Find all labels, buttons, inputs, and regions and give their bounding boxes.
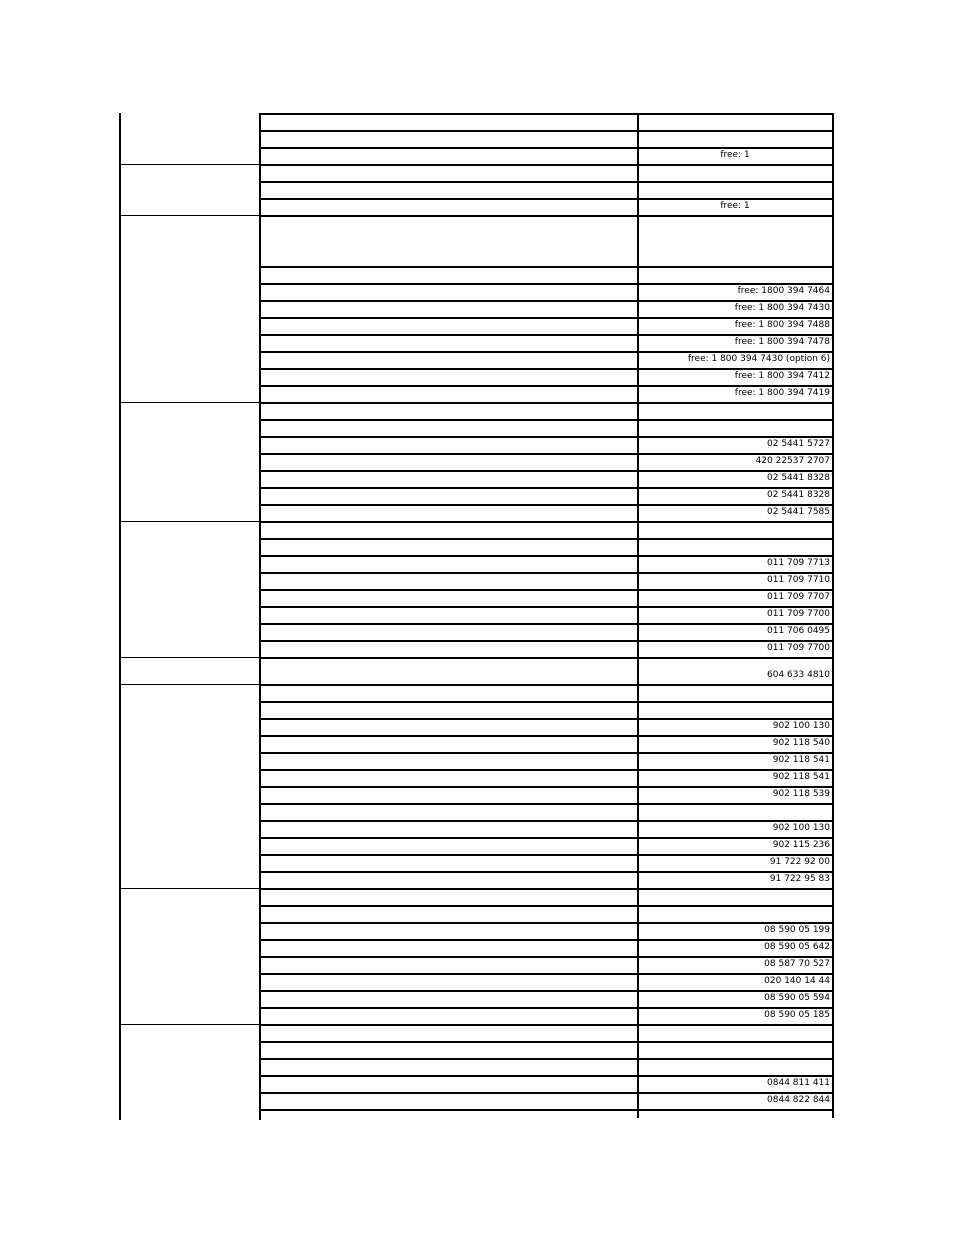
phone-number-cell: 02 5441 7585 [767, 507, 830, 517]
phone-number-cell: 0844 822 844 [767, 1095, 830, 1105]
phone-number-cell: 902 100 130 [772, 823, 830, 833]
phone-number-cell: 902 118 541 [772, 755, 830, 765]
table-row [259, 130, 832, 147]
phone-number-cell: 604 633 4810 [767, 670, 830, 680]
group-label-cell [119, 1024, 259, 1109]
phone-number-cell: free: 1 800 394 7412 [734, 371, 830, 381]
phone-number-cell: 902 118 539 [772, 789, 830, 799]
table-row [259, 905, 832, 922]
phone-number-cell: 91 722 95 83 [769, 874, 830, 884]
table-row [259, 684, 832, 701]
phone-number-cell: 902 118 541 [772, 772, 830, 782]
phone-number-cell: free: 1 800 394 7478 [734, 337, 830, 347]
phone-number-cell: free: 1 [720, 150, 750, 160]
group-label-cell [119, 684, 259, 888]
phone-number-cell: 011 709 7700 [767, 643, 830, 653]
table-row [259, 402, 832, 419]
phone-number-cell: 91 722 92 00 [769, 857, 830, 867]
phone-number-cell: 08 590 05 199 [764, 925, 830, 935]
table-row [259, 888, 832, 905]
phone-number-cell: 011 709 7710 [767, 575, 830, 585]
table-row [259, 1024, 832, 1041]
phone-number-cell: 08 590 05 642 [764, 942, 830, 952]
phone-number-cell: 08 590 05 594 [764, 993, 830, 1003]
group-label-cell [119, 402, 259, 521]
phone-number-cell: 902 118 540 [772, 738, 830, 748]
table-row [259, 215, 832, 266]
table-row [259, 521, 832, 538]
phone-number-cell: 011 709 7707 [767, 592, 830, 602]
table-row [259, 701, 832, 718]
group-label-cell [119, 888, 259, 1024]
group-label-cell [119, 113, 259, 164]
row-rule [259, 1109, 834, 1111]
phone-number-cell: 02 5441 8328 [767, 473, 830, 483]
phone-number-cell: free: 1 800 394 7430 (option 6) [687, 354, 830, 364]
phone-number-cell: 902 115 236 [772, 840, 830, 850]
table-row [259, 803, 832, 820]
table-row [259, 538, 832, 555]
phone-number-cell: 011 709 7713 [767, 558, 830, 568]
table-row [259, 419, 832, 436]
table-row [259, 1058, 832, 1075]
phone-number-cell: free: 1 800 394 7419 [734, 388, 830, 398]
phone-number-cell: free: 1 800 394 7430 [734, 303, 830, 313]
group-label-cell [119, 164, 259, 215]
group-label-cell [119, 215, 259, 402]
phone-number-cell: free: 1800 394 7464 [737, 286, 830, 296]
table-row [259, 181, 832, 198]
phone-number-cell: 0844 811 411 [767, 1078, 830, 1088]
phone-number-cell: free: 1 [720, 201, 750, 211]
group-label-cell [119, 521, 259, 657]
group-label-cell [119, 657, 259, 684]
phone-number-cell: free: 1 800 394 7488 [734, 320, 830, 330]
table-row [259, 266, 832, 283]
column-rule-right [832, 113, 834, 1118]
phone-number-cell: 08 587 70 527 [764, 959, 830, 969]
phone-number-cell: 02 5441 8328 [767, 490, 830, 500]
phone-number-cell: 02 5441 5727 [767, 439, 830, 449]
phone-number-cell: 420 22537 2707 [755, 456, 830, 466]
phone-number-cell: 020 140 14 44 [764, 976, 830, 986]
phone-number-cell: 902 100 130 [772, 721, 830, 731]
table-row [259, 113, 832, 130]
table-row [259, 1041, 832, 1058]
phone-number-cell: 08 590 05 185 [764, 1010, 830, 1020]
table-row [259, 164, 832, 181]
phone-number-cell: 011 706 0495 [767, 626, 830, 636]
phone-number-cell: 011 709 7700 [767, 609, 830, 619]
